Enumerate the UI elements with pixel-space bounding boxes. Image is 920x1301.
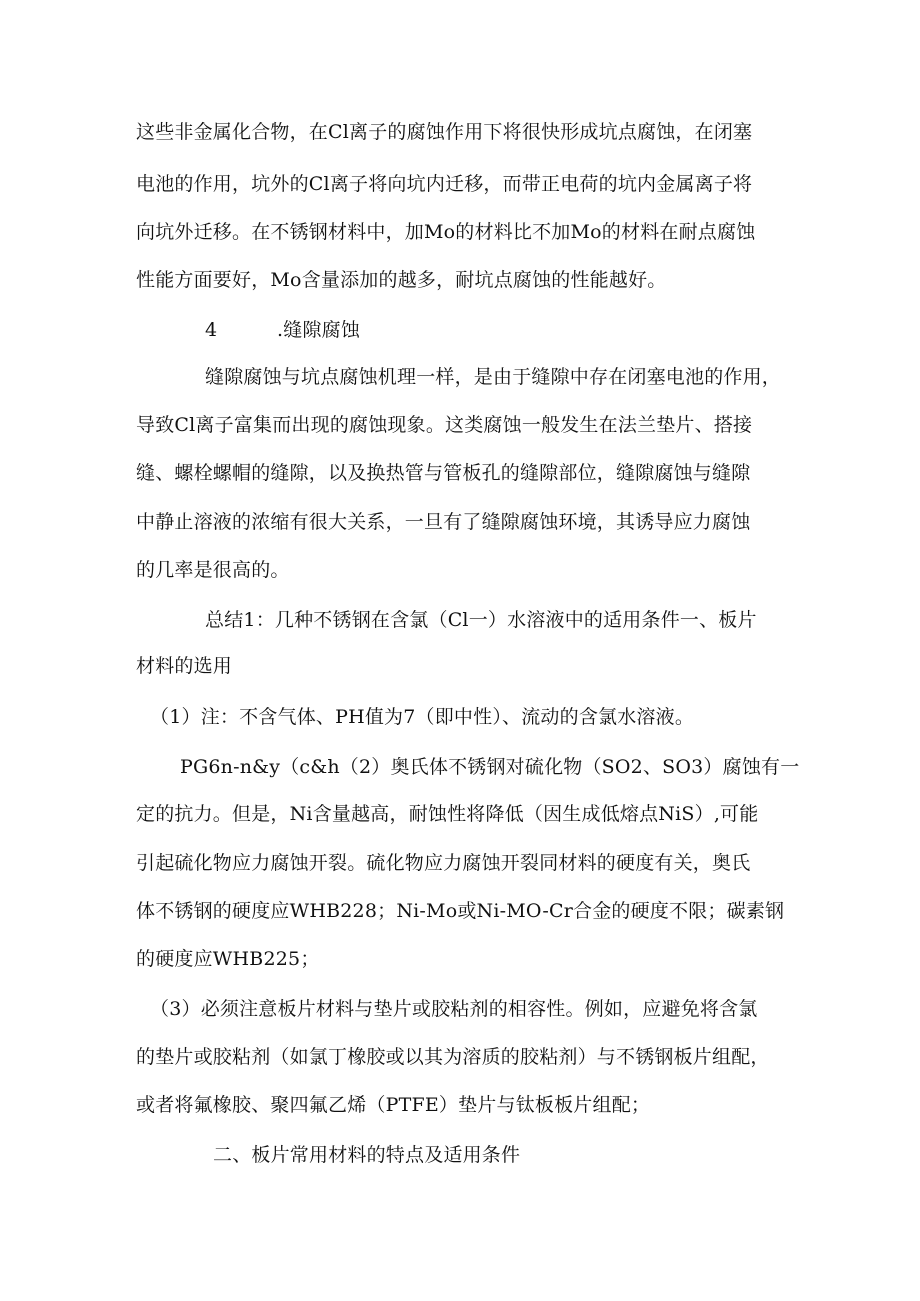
summary-line: 总结1：几种不锈钢在含氯（Cl一）水溶液中的适用条件一、板片: [205, 609, 757, 631]
heading-title: .缝隙腐蚀: [277, 319, 361, 341]
sulfide-paragraph-line: 定的抗力。但是，Ni含量越高，耐蚀性将降低（因生成低熔点NiS）,可能: [136, 803, 759, 825]
compatibility-paragraph-line: 的垫片或胶粘剂（如氯丁橡胶或以其为溶质的胶粘剂）与不锈钢板片组配，: [136, 1046, 770, 1068]
compatibility-paragraph-line: 或者将氟橡胶、聚四氟乙烯（PTFE）垫片与钛板板片组配；: [136, 1094, 651, 1116]
pitting-paragraph-line: 这些非金属化合物，在Cl离子的腐蚀作用下将很快形成坑点腐蚀，在闭塞: [136, 121, 753, 143]
summary-line: 材料的选用: [136, 655, 233, 677]
crevice-corrosion-heading: [205, 318, 360, 342]
note-1: （1）注：不含气体、PH值为7（即中性）、流动的含氯水溶液。: [150, 706, 695, 728]
crevice-paragraph-line: 导致Cl离子富集而出现的腐蚀现象。这类腐蚀一般发生在法兰垫片、搭接: [136, 414, 753, 436]
crevice-paragraph-line: 的几率是很高的。: [136, 559, 290, 581]
sulfide-paragraph-line: 的硬度应WHB225；: [136, 948, 320, 970]
sulfide-paragraph-line: 体不锈钢的硬度应WHB228；Ni-Mo或Ni-MO-Cr合金的硬度不限；碳素钢: [136, 900, 785, 922]
pitting-paragraph-line: 性能方面要好，Mo含量添加的越多，耐坑点腐蚀的性能越好。: [136, 269, 667, 291]
pitting-paragraph-line: 向坑外迁移。在不锈钢材料中，加Mo的材料比不加Mo的材料在耐点腐蚀: [136, 221, 756, 243]
crevice-paragraph-line: 缝隙腐蚀与坑点腐蚀机理一样，是由于缝隙中存在闭塞电池的作用，: [205, 366, 782, 388]
heading-number: 4: [205, 319, 218, 341]
sulfide-paragraph-line: 引起硫化物应力腐蚀开裂。硫化物应力腐蚀开裂同材料的硬度有关，奥氏: [136, 852, 751, 874]
section-two-heading: 二、板片常用材料的特点及适用条件: [213, 1144, 521, 1166]
pitting-paragraph-line: 电池的作用，坑外的Cl离子将向坑内迁移，而带正电荷的坑内金属离子将: [136, 173, 753, 195]
crevice-paragraph-line: 缝、螺栓螺帽的缝隙，以及换热管与管板孔的缝隙部位，缝隙腐蚀与缝隙: [136, 462, 751, 484]
compatibility-paragraph-line: （3）必须注意板片材料与垫片或胶粘剂的相容性。例如，应避免将含氯: [150, 998, 758, 1020]
sulfide-paragraph-line: PG6n-n&y（c&h（2）奥氏体不锈钢对硫化物（SO2、SO3）腐蚀有一: [180, 756, 800, 778]
crevice-paragraph-line: 中静止溶液的浓缩有很大关系，一旦有了缝隙腐蚀环境，其诱导应力腐蚀: [136, 511, 751, 533]
